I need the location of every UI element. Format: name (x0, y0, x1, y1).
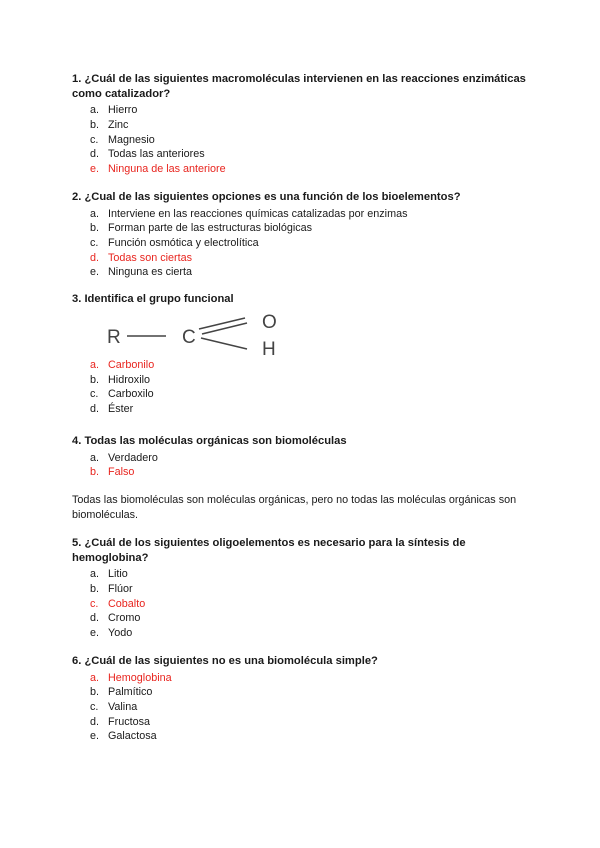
functional-group-diagram (96, 309, 328, 357)
option-c: c. Carboxilo (90, 388, 154, 401)
question-5 (72, 536, 542, 641)
question-2 (72, 190, 542, 280)
question-title: 4. Todas las moléculas orgánicas son biomoléculas (72, 435, 347, 447)
options-list (72, 358, 542, 417)
option-d: d. Fructosa (90, 715, 151, 728)
option-b: b. Palmítico (90, 686, 153, 699)
formula-r: R (107, 327, 121, 348)
single-bond-h (201, 338, 247, 349)
option-c: c. Valina (90, 700, 138, 713)
options-list (72, 103, 542, 176)
option-b: b. Forman parte de las estructuras biológicas (90, 222, 313, 235)
options-list (72, 451, 542, 480)
option-a: a. Hierro (90, 104, 138, 117)
option-b: b. Zinc (90, 118, 129, 131)
question-title: 1. ¿Cuál de las siguientes macromoléculas intervienen en las reacciones enzimáticas como catalizador? (72, 73, 526, 100)
options-list (72, 671, 542, 744)
option-e: e. Yodo (90, 626, 133, 639)
option-a: a. Interviene en las reacciones químicas catalizadas por enzimas (90, 207, 408, 220)
option-d: d. Cromo (90, 612, 141, 625)
option-c: c. Magnesio (90, 133, 155, 146)
question-title: 5. ¿Cuál de los siguientes oligoelementos es necesario para la síntesis de hemoglobina? (72, 537, 466, 564)
option-b: b. Falso (90, 466, 135, 479)
formula-o: O (262, 312, 277, 333)
double-bond-line-2 (202, 323, 247, 334)
option-b: b. Hidroxilo (90, 373, 151, 386)
option-a: a. Carbonilo (90, 359, 155, 371)
option-d: d. Éster (90, 403, 134, 416)
question-title: 2. ¿Cual de las siguientes opciones es una función de los bioelementos? (72, 191, 461, 203)
option-b: b. Flúor (90, 582, 133, 595)
option-a: a. Verdadero (90, 451, 158, 464)
explanation-note: Todas las biomoléculas son moléculas orgánicas, pero no todas las moléculas orgánicas son biomoléculas. (72, 494, 517, 521)
option-d: d. Todas las anteriores (90, 148, 205, 161)
option-a: a. Hemoglobina (90, 671, 172, 684)
question-6 (72, 654, 542, 744)
formula-h: H (262, 339, 276, 357)
question-title: 6. ¿Cuál de las siguientes no es una biomolécula simple? (72, 655, 378, 667)
option-c: c. Función osmótica y electrolítica (90, 236, 259, 249)
question-3 (72, 292, 542, 307)
double-bond-line-1 (199, 318, 245, 329)
question-4 (72, 434, 542, 480)
question-1 (72, 72, 542, 177)
options-list (72, 567, 542, 640)
option-a: a. Litio (90, 568, 128, 581)
question-3-options (72, 358, 542, 417)
options-list (72, 207, 542, 280)
option-e: e. Ninguna es cierta (90, 266, 193, 279)
option-c: c. Cobalto (90, 597, 146, 610)
formula-c: C (182, 327, 196, 348)
option-e: e. Galactosa (90, 730, 157, 743)
question-title: 3. Identifica el grupo funcional (72, 293, 234, 305)
option-e: e. Ninguna de las anteriore (90, 162, 226, 175)
option-d: d. Todas son ciertas (90, 251, 193, 264)
